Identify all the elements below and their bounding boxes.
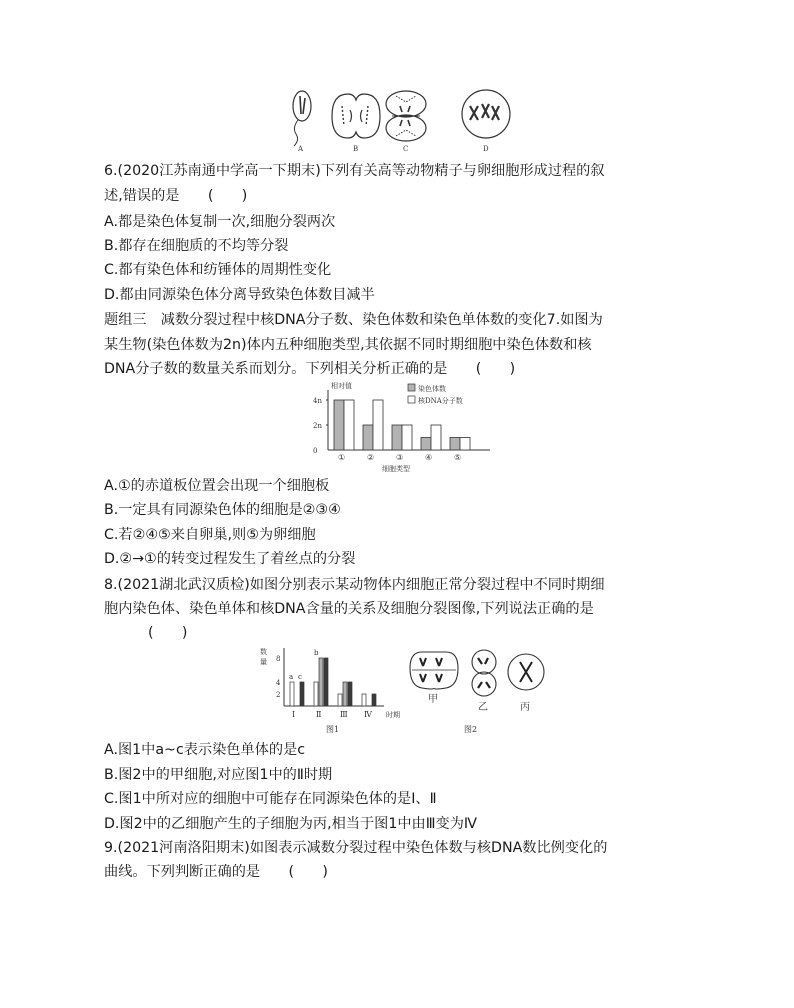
group3-line1: 题组三 减数分裂过程中核DNA分子数、染色体数和染色单体数的变化7.如图为: [104, 312, 603, 328]
legend-swatch: [408, 396, 415, 403]
q8-fig1-bar-chart: [258, 644, 414, 736]
q8-option-c: C.图1中所对应的细胞中可能存在同源染色体的是Ⅰ、Ⅱ: [104, 791, 437, 807]
y-tick-label: 4n: [313, 397, 322, 405]
bar: [421, 438, 431, 451]
x-axis-label: 时期: [386, 711, 400, 719]
x-tick-label: Ⅰ: [292, 710, 296, 719]
q6-option-c: C.都有染色体和纺锤体的周期性变化: [104, 262, 332, 278]
top-cell-figure: [280, 88, 520, 154]
cell-c: [386, 91, 426, 141]
q6-stem-line1: 6.(2020江苏南通中学高一下期末)下列有关高等动物精子与卵细胞形成过程的叙: [104, 163, 605, 179]
bar: [450, 438, 460, 451]
q7-option-a: A.①的赤道板位置会出现一个细胞板: [104, 478, 330, 494]
bar: [300, 682, 304, 706]
q6-option-d: D.都由同源染色体分离导致染色体数目减半: [104, 287, 375, 303]
bar: [343, 682, 347, 706]
x-axis-label: 细胞类型: [382, 465, 410, 472]
q6-option-a: A.都是染色体复制一次,细胞分裂两次: [104, 214, 336, 230]
q6-option-b: B.都存在细胞质的不均等分裂: [104, 238, 289, 254]
x-tick-label: ③: [396, 453, 404, 462]
y-tick-label: 0: [313, 447, 318, 455]
cell-d: [462, 90, 510, 138]
bar: [290, 682, 294, 706]
q7-option-c: C.若②④⑤来自卵巢,则⑤为卵细胞: [104, 527, 316, 543]
q9-stem-line2: 曲线。下列判断正确的是 ( ): [104, 864, 328, 880]
label-d: D: [483, 145, 489, 153]
legend-swatch: [408, 384, 415, 391]
q8-fig2-cells: [408, 648, 548, 736]
x-tick-label: ④: [425, 453, 433, 462]
q7-stem-line2: 某生物(染色体数为2n)体内五种细胞类型,其依据不同时期细胞中染色体数和核: [104, 337, 592, 353]
series-label-c: c: [298, 673, 302, 681]
bar: [348, 682, 352, 706]
q8-stem-line3: ( ): [148, 625, 188, 641]
cell-yi: [472, 650, 496, 696]
bar: [362, 694, 366, 706]
y-tick-label: 2n: [313, 422, 322, 430]
bar: [392, 425, 402, 450]
legend-label: 核DNA分子数: [418, 397, 463, 405]
bar: [319, 658, 323, 706]
x-tick-label: ②: [367, 453, 375, 462]
y-tick-label: 8: [276, 655, 281, 663]
bar: [334, 400, 344, 450]
q9-stem-line1: 9.(2021河南洛阳期末)如图表示减数分裂过程中染色体数与核DNA数比例变化的: [104, 840, 608, 856]
x-tick-label: ⑤: [454, 453, 462, 462]
bar: [460, 438, 470, 451]
bar: [402, 425, 412, 450]
y-tick-label: 4: [276, 679, 281, 687]
q8-stem-line2: 胞内染色体、染色单体和核DNA含量的关系及细胞分裂图像,下列说法正确的是: [104, 601, 594, 617]
bar: [344, 400, 354, 450]
cell-bing: [508, 654, 544, 690]
bar: [338, 694, 342, 706]
label-c: C: [403, 145, 409, 153]
label-b: B: [353, 145, 359, 153]
q7-bar-chart: [300, 380, 500, 472]
cell-a: [293, 91, 311, 146]
cell-jia: [410, 652, 458, 689]
cell-yi-label: 乙: [478, 702, 488, 713]
bar: [324, 658, 328, 706]
x-tick-label: Ⅲ: [340, 710, 348, 719]
q8-option-a: A.图1中a~c表示染色单体的是c: [104, 742, 306, 758]
bar: [314, 682, 318, 706]
cell-jia-label: 甲: [428, 694, 438, 705]
q8-stem-line1: 8.(2021湖北武汉质检)如图分别表示某动物体内细胞正常分裂过程中不同时期细: [104, 577, 605, 593]
bar: [431, 425, 441, 450]
q7-option-b: B.一定具有同源染色体的细胞是②③④: [104, 502, 341, 518]
q7-option-d: D.②→①的转变过程发生了着丝点的分裂: [104, 551, 356, 567]
label-a: A: [298, 145, 304, 153]
y-axis-label: 量: [260, 658, 267, 666]
bar: [372, 694, 376, 706]
q8-option-d: D.图2中的乙细胞产生的子细胞为丙,相当于图1中由Ⅲ变为Ⅳ: [104, 816, 477, 832]
legend-label: 染色体数: [418, 385, 446, 393]
cell-b: [332, 94, 380, 138]
x-tick-label: Ⅳ: [364, 710, 372, 719]
y-axis-label: 数: [260, 648, 267, 656]
cell-bing-label: 丙: [520, 702, 530, 713]
bar: [373, 400, 383, 450]
y-tick-label: 2: [276, 691, 281, 699]
x-tick-label: Ⅱ: [316, 710, 322, 719]
fig2-title: 图2: [464, 725, 478, 734]
x-tick-label: ①: [338, 453, 346, 462]
bar: [363, 425, 373, 450]
series-label-b: b: [314, 649, 319, 657]
series-label-a: a: [289, 673, 294, 681]
q6-stem-line2: 述,错误的是 ( ): [104, 188, 248, 204]
q8-option-b: B.图2中的甲细胞,对应图1中的Ⅱ时期: [104, 767, 333, 783]
y-axis-label: 相对值: [331, 382, 352, 390]
fig1-title: 图1: [326, 725, 340, 734]
q7-stem-line3: DNA分子数的数量关系而划分。下列相关分析正确的是 ( ): [104, 361, 516, 377]
